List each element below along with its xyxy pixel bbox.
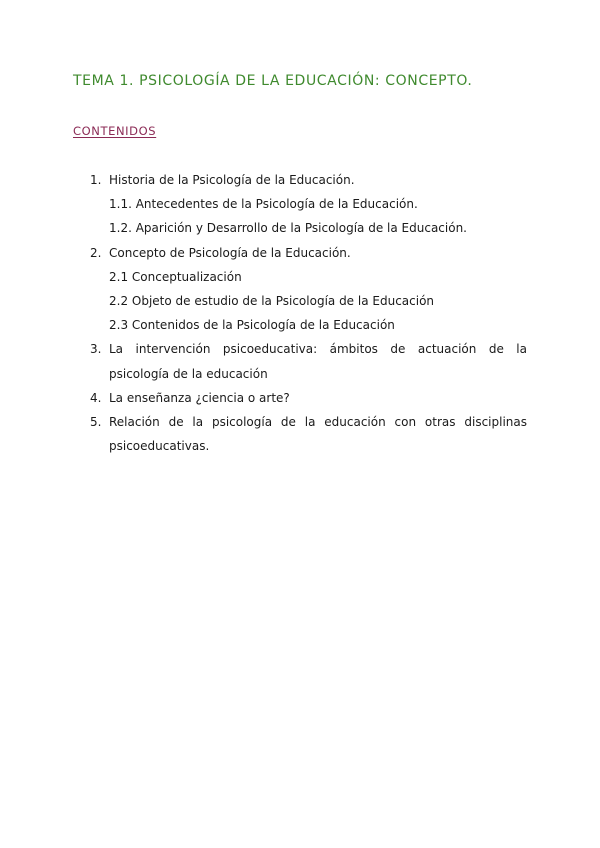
toc-item [90, 337, 527, 385]
document-title: TEMA 1. PSICOLOGÍA DE LA EDUCACIÓN: CONCEPTO. [73, 73, 473, 89]
toc-item-number: 4. [90, 390, 102, 405]
toc-subitem [90, 313, 527, 337]
toc-item [90, 168, 527, 192]
toc-item-text: Historia de la Psicología de la Educación. [109, 173, 355, 187]
toc-item [90, 410, 527, 458]
toc-subitem [90, 216, 527, 240]
section-heading-contenidos: CONTENIDOS [73, 124, 157, 138]
toc-item-text: La enseñanza ¿ciencia o arte? [109, 390, 290, 405]
toc-subitem-text: 1.2. Aparición y Desarrollo de la Psicología de la Educación. [109, 221, 467, 236]
toc-subitem-text: 2.3 Contenidos de la Psicología de la Educación [109, 318, 395, 333]
toc-item-number: 5. [90, 415, 102, 430]
toc-subitem-text: 2.2 Objeto de estudio de la Psicología de la Educación [109, 294, 435, 309]
toc-subitem-text: 1.1. Antecedentes de la Psicología de la Educación. [109, 197, 418, 212]
toc-item-number: 2. [90, 245, 102, 260]
toc-item-text: La intervención psicoeducativa: ámbitos de actuación de la psicología de la educación [109, 342, 527, 381]
toc-item [90, 386, 527, 410]
toc-item [90, 241, 527, 265]
toc-subitem [90, 192, 527, 216]
toc-item-text: Concepto de Psicología de la Educación. [109, 245, 351, 260]
toc-subitem-text: 2.1 Conceptualización [109, 269, 242, 284]
table-of-contents [90, 168, 527, 458]
toc-item-number: 1. [90, 173, 102, 187]
toc-subitem [90, 265, 527, 289]
toc-item-number: 3. [90, 342, 102, 357]
toc-subitem [90, 289, 527, 313]
toc-item-text: Relación de la psicología de la educación con otras disciplinas psicoeducativas. [109, 415, 527, 454]
